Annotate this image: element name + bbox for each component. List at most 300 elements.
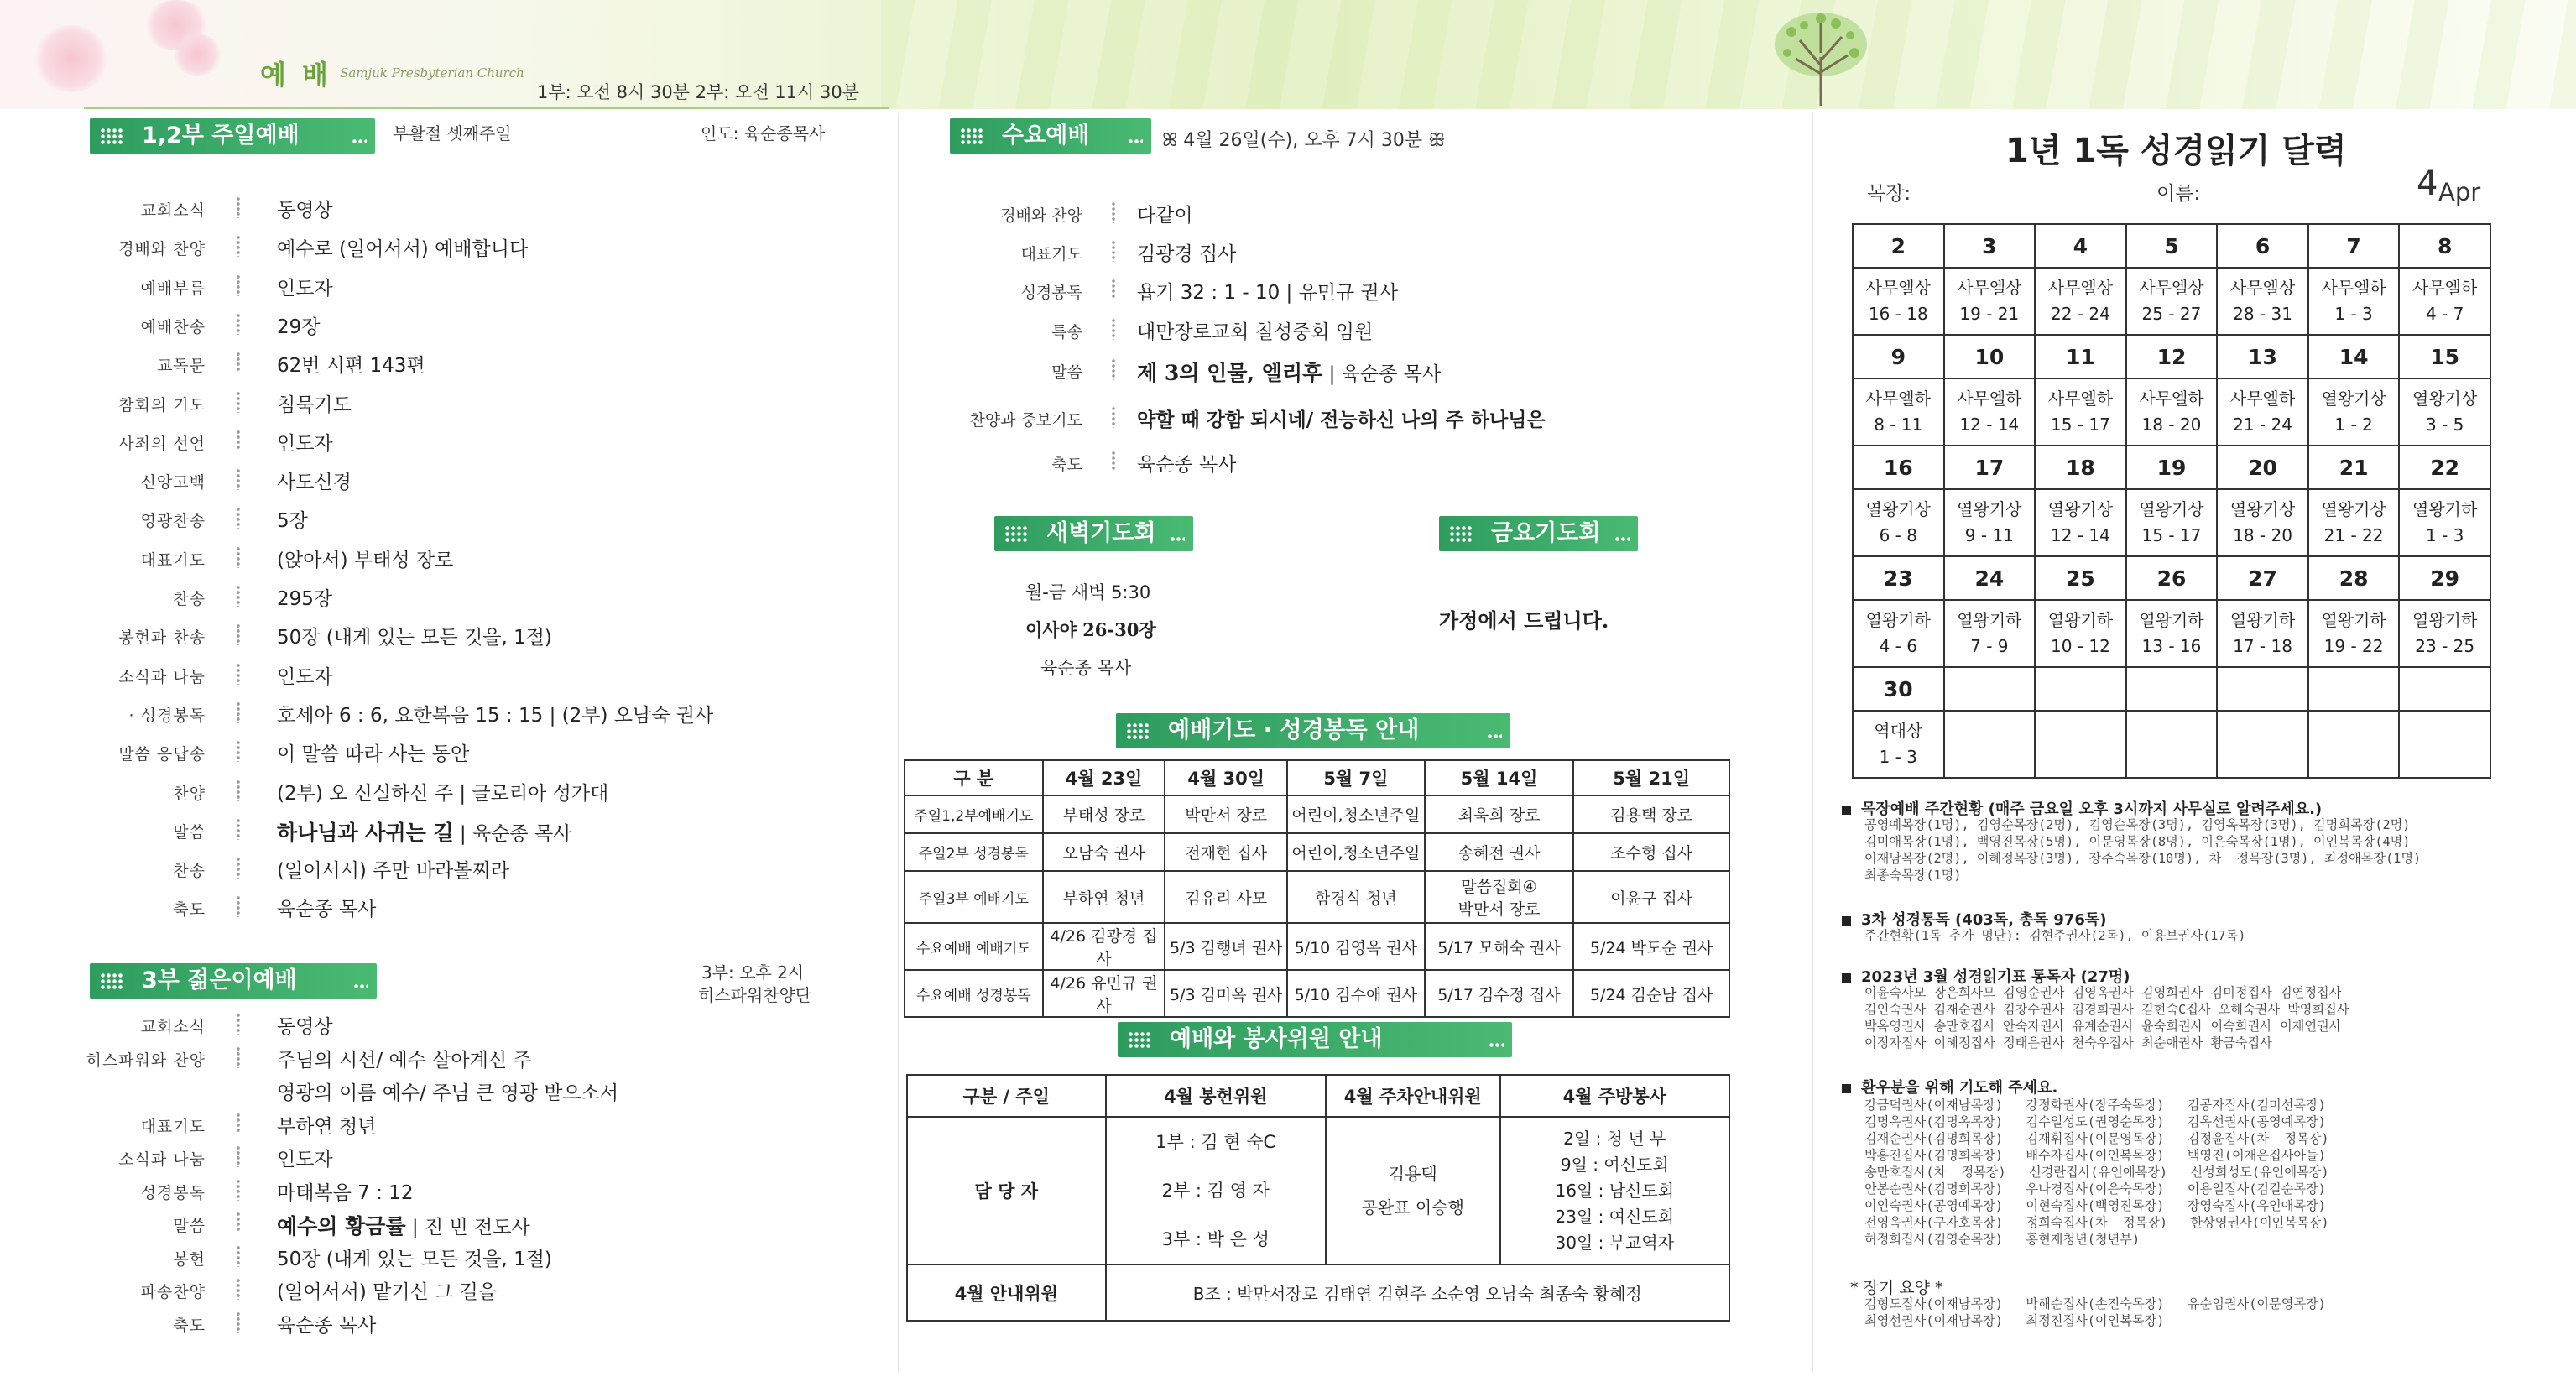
offering-line: 3부 : 박 은 성	[1161, 1229, 1270, 1249]
calendar-day: 19	[2126, 446, 2218, 489]
table-header: 구 분	[905, 760, 1043, 795]
calendar-reading	[1944, 711, 2036, 778]
reading-chapters: 8 - 11	[1874, 415, 1923, 435]
dotted-separator	[237, 313, 240, 335]
reading-book: 사무엘하	[1865, 388, 1931, 409]
table-header: 구분 / 주일	[907, 1075, 1106, 1117]
reading-chapters: 18 - 20	[2233, 525, 2292, 545]
table-cell	[905, 970, 1043, 1017]
order-value-extra: | 육순종 목사	[453, 822, 572, 845]
order-label: 말씀	[1051, 363, 1082, 382]
fold-line	[898, 113, 899, 1372]
table-header: 4월 주차안내위원	[1326, 1075, 1500, 1117]
table-header: 5월 14일	[1425, 760, 1574, 795]
table-cell	[1425, 923, 1574, 970]
table-cell	[905, 871, 1043, 923]
order-label: · 성경봉독	[128, 706, 206, 725]
order-value-text: 하나님과 사귀는 길	[277, 820, 454, 845]
section-header-dawn	[994, 516, 1193, 551]
table-cell	[1165, 833, 1287, 871]
order-label: 봉헌과 찬송	[118, 628, 206, 648]
calendar-day-row	[1853, 667, 2490, 711]
order-label: 교회소식	[140, 1018, 206, 1036]
dotted-separator	[1112, 318, 1115, 340]
table-row	[905, 871, 1729, 923]
table-header: 5월 21일	[1573, 760, 1729, 795]
calendar-reading	[1853, 489, 1944, 556]
reading-chapters: 19 - 21	[1959, 304, 2020, 324]
reading-book: 열왕기하	[2412, 610, 2478, 630]
calendar-reading	[2399, 711, 2490, 778]
calendar-reading	[2126, 489, 2218, 556]
calendar-reading	[2126, 600, 2218, 667]
order-label: 파송찬양	[140, 1283, 206, 1301]
order-value	[1137, 316, 1373, 344]
dotted-separator	[237, 740, 240, 762]
table-cell	[1287, 871, 1425, 923]
notice-body: 이윤숙사모 장은희사모 김영순권사 김영옥권사 김영희권사 김미정집사 김연정집사 김인숙권사 김재순권사 김창수권사 김경희권사 김현숙C집사 오해숙권사 박영희집사 박옥영권사 송만호집사 안숙자권사 유계순권사 윤숙희권사 이숙희권사 이재연권사 이정자집사 이혜정집사 정태은권사 천숙우집사 최순애권사 황금숙집사	[1864, 985, 2349, 1051]
table-cell	[1573, 923, 1729, 970]
reading-chapters: 1 - 3	[1879, 747, 1917, 767]
table-header-row	[905, 760, 1729, 795]
section-header-service-table	[1118, 1022, 1512, 1057]
section-title: 새벽기도회	[1046, 520, 1156, 546]
calendar-reading	[2217, 489, 2308, 556]
table-cell-line: 조수형 집사	[1610, 844, 1693, 863]
order-label: 성경봉독	[140, 1183, 206, 1202]
table-cell	[1425, 970, 1574, 1017]
dotted-separator	[237, 1013, 240, 1035]
table-cell-line: 박만서 장로	[1457, 900, 1541, 919]
order-value-text: 육순종 목사	[1137, 454, 1237, 476]
reading-book: 사무엘하	[2229, 388, 2296, 409]
dotted-separator	[237, 623, 240, 645]
reading-book: 열왕기상	[2139, 499, 2204, 519]
parking-line: 김용택	[1388, 1164, 1437, 1184]
order-value	[277, 1077, 618, 1105]
calendar-reading	[2126, 711, 2218, 778]
table-cell	[1043, 833, 1165, 871]
calendar-reading	[2217, 600, 2308, 667]
calendar-reading	[2308, 600, 2400, 667]
notice-body: 강금덕권사(이재남목장) 강정화권사(장주숙목장) 김공자집사(김미선목장) 김명옥권사(김명옥목장) 김수일성도(권영순목장) 김옥선권사(공영예목장) 김재순권사(김명희목장) 김재휘집사(이문영목장) 김정윤집사(차 정목장) 박홍진집사(김명희목장) 배수자집사(이인복목장) 백영진(이재은집사아들) 송만호집사(차 정목장) 신경란집사(유인애목장) 신성희성도(유인애목장) 안봉순권사(김명희목장) 우나경집사(이은숙목장) 이용일집사(김길순목장) 이인숙권사(공영예목장) 이현숙집사(백영진목장) 장영숙집사(유인애목장) 전영옥권사(구자호목장) 정희숙집사(차 정목장) 한상영권사(이인복목장) 허정희집사(김영순목장) 홍현재청년(청년부)	[1864, 1098, 2329, 1247]
reading-chapters: 6 - 8	[1879, 525, 1917, 545]
calendar-day: 25	[2035, 556, 2126, 600]
table-cell	[1165, 970, 1287, 1017]
calendar-reading	[1944, 268, 2036, 335]
calendar-reading	[2399, 268, 2490, 335]
calendar-reading	[2308, 489, 2400, 556]
calendar-reading	[2308, 268, 2400, 335]
calendar-reading-row	[1853, 600, 2490, 667]
order-value-text: 대만장로교회 칠성중회 임원	[1137, 321, 1374, 343]
table-cell	[1287, 833, 1425, 871]
table-header: 4월 봉헌위원	[1106, 1075, 1326, 1117]
order-value	[277, 273, 333, 300]
month-number: 4	[2417, 164, 2438, 203]
order-value-text: 주님의 시선/ 예수 살아계신 주	[277, 1049, 532, 1072]
order-value	[1137, 357, 1441, 387]
order-label: 특송	[1051, 323, 1082, 342]
reading-book: 열왕기상	[2229, 499, 2296, 519]
calendar-reading	[1944, 489, 2036, 556]
order-label: 말씀	[173, 822, 206, 842]
order-value	[277, 1045, 532, 1072]
table-cell-line: 송혜전 권사	[1457, 844, 1541, 863]
table-cell-line: 김유리 사모	[1185, 889, 1268, 908]
order-label: 대표기도	[140, 1117, 206, 1136]
notice-title: 목장예배 주간현황 (매주 금요일 오후 3시까지 사무실로 알려주세요.)	[1842, 797, 2322, 819]
section-title: 1,2부 주일예배	[142, 123, 300, 149]
order-value	[277, 816, 571, 847]
order-value-text: 예수로 (일어서서) 예배합니다	[277, 238, 529, 261]
section-header-friday	[1439, 516, 1638, 551]
reading-chapters: 22 - 24	[2050, 304, 2110, 324]
order-value-text: 예수의 황금률	[277, 1214, 406, 1238]
order-label: 예배찬송	[140, 317, 206, 336]
tree-icon	[1754, 7, 1888, 107]
reading-chapters: 1 - 2	[2334, 415, 2373, 435]
table-row	[905, 795, 1729, 833]
reading-chapters: 23 - 25	[2415, 636, 2475, 656]
order-label: 소식과 나눔	[118, 1150, 206, 1169]
table-cell	[905, 795, 1043, 833]
calendar-day	[2126, 667, 2218, 711]
order-value-text: 295장	[277, 588, 333, 610]
order-value-text: 동영상	[277, 1016, 333, 1038]
reading-chapters: 4 - 7	[2425, 304, 2464, 324]
table-cell-line: 오남숙 권사	[1062, 844, 1145, 863]
order-value	[277, 583, 332, 611]
table-cell	[1287, 795, 1425, 833]
kitchen-line: 9일 : 여신도회	[1560, 1154, 1669, 1175]
order-value-text: 인도자	[277, 665, 333, 688]
dotted-separator	[237, 701, 240, 723]
dotted-separator	[237, 1179, 240, 1201]
order-label: 사죄의 선언	[118, 434, 206, 453]
order-value-text: 욥기 32 : 1 - 10 | 유민규 권사	[1137, 282, 1398, 304]
order-label: 대표기도	[140, 550, 206, 570]
service-leader: 인도: 육순종목사	[701, 123, 826, 143]
order-label: 찬양과 중보기도	[969, 411, 1082, 430]
table-cell-line: 5/10 김영옥 권사	[1294, 938, 1418, 957]
guide-label: 4월 안내위원	[907, 1264, 1106, 1321]
reading-book: 열왕기하	[1957, 610, 2022, 630]
reading-book: 사무엘상	[1957, 278, 2022, 298]
order-label: 찬양	[173, 784, 206, 803]
calendar-reading	[2217, 711, 2308, 778]
order-value-text: 부하연 청년	[277, 1115, 377, 1138]
reading-chapters: 15 - 17	[2050, 415, 2110, 435]
reading-book: 열왕기상	[2321, 388, 2386, 409]
friday-text: 가정에서 드립니다.	[1439, 608, 1609, 633]
reading-book: 사무엘하	[2412, 278, 2478, 298]
calendar-day: 24	[1944, 556, 2036, 600]
order-value	[1137, 449, 1236, 477]
parking-cell	[1326, 1117, 1500, 1264]
kitchen-line: 30일 : 부교역자	[1555, 1232, 1675, 1253]
order-label: 경배와 찬양	[118, 240, 206, 259]
reading-chapters: 12 - 14	[2050, 525, 2110, 545]
order-value	[277, 467, 352, 494]
dotted-separator	[237, 780, 240, 801]
table-cell	[1165, 795, 1287, 833]
order-value	[277, 1276, 497, 1304]
dawn-line: 월-금 새벽 5:30	[1025, 582, 1151, 602]
order-value	[277, 545, 453, 572]
sunday-name: 부활절 셋째주일	[393, 123, 512, 143]
order-label: 말씀	[173, 1217, 206, 1235]
calendar-reading	[1853, 711, 1944, 778]
order-value	[277, 428, 333, 456]
table-cell-line: 이윤구 집사	[1610, 889, 1693, 908]
section-header-wednesday	[950, 118, 1151, 154]
calendar-reading	[1853, 378, 1944, 446]
dotted-separator	[237, 1278, 240, 1300]
calendar-day: 2	[1853, 224, 1944, 268]
reading-book: 열왕기하	[2321, 610, 2386, 630]
reading-chapters: 1 - 3	[2334, 304, 2373, 324]
section-header-prayer-table	[1116, 713, 1510, 748]
table-header: 4월 주방봉사	[1500, 1075, 1729, 1117]
reading-book: 열왕기하	[2229, 610, 2296, 630]
reading-chapters: 3 - 5	[2425, 415, 2464, 435]
order-value	[1137, 277, 1398, 305]
table-cell-line: 5/17 모해숙 권사	[1437, 938, 1561, 957]
calendar-reading	[2035, 489, 2126, 556]
table-cell	[1043, 795, 1165, 833]
order-value-text: (앉아서) 부태성 장로	[277, 549, 454, 571]
reading-chapters: 13 - 16	[2141, 636, 2202, 656]
order-value-text: 김광경 집사	[1137, 243, 1237, 265]
order-label: 신앙고백	[140, 473, 206, 493]
order-label: 찬송	[173, 590, 206, 608]
order-value-text: 50장 (내게 있는 모든 것을, 1절)	[277, 627, 552, 649]
dotted-separator	[237, 1113, 240, 1134]
dotted-separator	[1112, 406, 1115, 428]
order-value	[277, 1244, 552, 1271]
calendar-day-row	[1853, 335, 2490, 378]
table-cell	[1425, 871, 1574, 923]
service-volunteer-table	[906, 1074, 1730, 1322]
dotted-separator	[237, 857, 240, 879]
reading-book: 사무엘상	[1865, 278, 1931, 298]
calendar-day-row	[1853, 224, 2490, 268]
order-value	[277, 350, 425, 378]
reading-book: 사무엘하	[2139, 388, 2204, 409]
prayer-reading-table	[904, 759, 1730, 1018]
table-cell-line: 주일3부 예배기도	[918, 890, 1029, 908]
calendar-day: 9	[1853, 335, 1944, 378]
calendar-reading	[2035, 600, 2126, 667]
calendar-reading	[1944, 378, 2036, 446]
table-cell-line: 주일1,2부예배기도	[914, 808, 1034, 825]
table-cell	[1573, 833, 1729, 871]
calendar-day: 16	[1853, 446, 1944, 489]
table-cell-line: 부태성 장로	[1062, 806, 1145, 825]
calendar-day: 3	[1944, 224, 2036, 268]
kitchen-line: 16일 : 남신도회	[1555, 1180, 1675, 1201]
worship-times: 1부: 오전 8시 30분 2부: 오전 11시 30분	[537, 82, 859, 102]
calendar-day: 21	[2308, 446, 2400, 489]
dotted-separator	[237, 1046, 240, 1068]
calendar-day: 18	[2035, 446, 2126, 489]
kitchen-cell	[1500, 1117, 1729, 1264]
table-cell-line: 5/10 김수애 권사	[1294, 985, 1418, 1004]
calendar-day: 15	[2399, 335, 2490, 378]
reading-chapters: 9 - 11	[1964, 525, 2014, 545]
order-value	[277, 1111, 376, 1139]
calendar-day: 5	[2126, 224, 2218, 268]
order-value-text: 50장 (내게 있는 모든 것을, 1절)	[277, 1248, 552, 1270]
dotted-separator	[237, 1145, 240, 1167]
calendar-day: 10	[1944, 335, 2036, 378]
calendar-day: 22	[2399, 446, 2490, 489]
order-label: 경배와 찬양	[1000, 206, 1082, 225]
order-value-text: 5장	[277, 510, 308, 533]
reading-book: 열왕기상	[2412, 388, 2478, 409]
table-cell	[1573, 871, 1729, 923]
offering-line: 1부 : 김 현 숙C	[1155, 1132, 1276, 1152]
reading-book: 사무엘하	[2047, 388, 2114, 409]
order-label: 축도	[173, 1316, 206, 1335]
dotted-separator	[1112, 201, 1115, 223]
reading-book: 열왕기하	[1865, 610, 1931, 630]
order-value-text: 다같이	[1137, 205, 1193, 227]
offering-line: 2부 : 김 영 자	[1161, 1181, 1270, 1201]
table-cell	[1043, 923, 1165, 970]
order-value-extra: | 육순종 목사	[1322, 363, 1442, 385]
order-value	[277, 1310, 376, 1337]
order-value-text: 인도자	[277, 277, 333, 300]
table-cell-line: 5/3 김미옥 권사	[1169, 985, 1283, 1004]
table-row	[905, 970, 1729, 1017]
reading-chapters: 18 - 20	[2141, 415, 2202, 435]
calendar-day-row	[1853, 446, 2490, 489]
calendar-day: 17	[1944, 446, 2036, 489]
reading-book: 열왕기하	[2412, 499, 2478, 519]
reading-book: 사무엘하	[2321, 278, 2386, 298]
calendar-day	[2308, 667, 2400, 711]
section-title: 예배와 봉사위원 안내	[1170, 1026, 1383, 1052]
order-value	[277, 389, 352, 417]
table-row	[905, 923, 1729, 970]
order-value-text: 육순종 목사	[277, 899, 377, 921]
section-header-young	[90, 963, 377, 999]
reading-chapters: 15 - 17	[2141, 525, 2202, 545]
notice-title: 환우분을 위해 기도해 주세요.	[1842, 1076, 2057, 1098]
dotted-separator	[237, 352, 240, 373]
order-value	[277, 311, 321, 339]
calendar-day: 20	[2217, 446, 2308, 489]
table-cell-line: 4/26 유민규 권사	[1050, 974, 1158, 1015]
calendar-reading	[2126, 268, 2218, 335]
table-cell-line: 5/24 박도순 권사	[1589, 938, 1713, 957]
dotted-separator	[237, 1311, 240, 1333]
reading-book: 열왕기상	[1865, 499, 1931, 519]
order-value	[277, 894, 376, 921]
reading-book: 사무엘하	[1957, 388, 2022, 409]
order-label: 말씀 응답송	[118, 745, 206, 764]
calendar-day	[2399, 667, 2490, 711]
order-value-text: 약할 때 강함 되시네/ 전능하신 나의 주 하나님은	[1137, 409, 1546, 431]
dawn-line: 이사야 26-30장	[1025, 619, 1156, 640]
order-value	[1137, 238, 1236, 266]
table-cell	[1573, 795, 1729, 833]
guide-value: B조 : 박만서장로 김태연 김현주 소순영 오남숙 최종숙 황혜정	[1106, 1264, 1729, 1321]
calendar-day: 11	[2035, 335, 2126, 378]
order-value	[277, 700, 713, 727]
table-header: 4월 30일	[1165, 760, 1287, 795]
table-cell-line: 5/17 김수정 집사	[1437, 985, 1561, 1004]
order-value	[277, 1177, 413, 1205]
flower-decoration	[172, 34, 222, 76]
notice-title: 3차 성경통독 (403독, 총독 976독)	[1842, 908, 2107, 930]
order-value-text: 62번 시편 143편	[277, 355, 425, 378]
reading-book: 사무엘상	[2139, 278, 2204, 298]
order-value-text: 제 3의 인물, 엘리후	[1137, 361, 1323, 385]
reading-chapters: 17 - 18	[2233, 636, 2292, 656]
dotted-separator	[1112, 358, 1115, 380]
reading-chapters: 1 - 3	[2425, 525, 2464, 545]
table-cell	[1287, 970, 1425, 1017]
month-abbr: Apr	[2438, 178, 2481, 206]
dotted-separator	[1112, 279, 1115, 300]
leader-label: 목장:	[1867, 183, 1911, 205]
table-cell	[905, 833, 1043, 871]
calendar-day: 7	[2308, 224, 2400, 268]
table-cell	[1287, 923, 1425, 970]
dotted-separator	[237, 1212, 240, 1233]
reading-chapters: 25 - 27	[2141, 304, 2202, 324]
reading-chapters: 16 - 18	[1868, 304, 1928, 324]
calendar-reading-row	[1853, 489, 2490, 556]
dotted-separator	[237, 818, 240, 840]
table-cell-line: 5/24 김순남 집사	[1589, 985, 1713, 1004]
fold-line	[1812, 113, 1813, 1372]
order-value-text: 사도신경	[277, 472, 352, 494]
order-label: 참회의 기도	[118, 395, 206, 415]
order-label: 성경봉독	[1020, 284, 1082, 302]
order-value	[1137, 200, 1193, 227]
order-value	[277, 233, 528, 261]
church-script: Samjuk Presbyterian Church	[340, 65, 524, 81]
calendar-reading	[2399, 378, 2490, 446]
table-cell	[1043, 970, 1165, 1017]
dotted-separator	[1112, 240, 1115, 262]
section-header-sunday	[90, 118, 375, 154]
in-charge-label: 담 당 자	[907, 1117, 1106, 1264]
order-value-text: 인도자	[277, 432, 333, 455]
calendar-day	[1944, 667, 2036, 711]
header-band-texture	[881, 0, 2576, 109]
kitchen-line: 2일 : 청 년 부	[1563, 1128, 1666, 1149]
order-value	[277, 1210, 530, 1240]
order-label: 축도	[173, 900, 206, 920]
order-value-extra: | 진 빈 전도사	[405, 1217, 530, 1238]
table-cell-line: 5/3 김행녀 권사	[1169, 938, 1283, 957]
calendar-reading-row	[1853, 711, 2490, 778]
calendar-reading-row	[1853, 378, 2490, 446]
reading-calendar	[1852, 223, 2491, 779]
calendar-reading	[1853, 268, 1944, 335]
order-label: 대표기도	[1020, 245, 1082, 263]
order-value-text: 동영상	[277, 200, 333, 222]
table-header: 4월 23일	[1043, 760, 1165, 795]
dotted-separator	[237, 585, 240, 607]
calendar-day: 28	[2308, 556, 2400, 600]
dotted-separator	[237, 391, 240, 413]
